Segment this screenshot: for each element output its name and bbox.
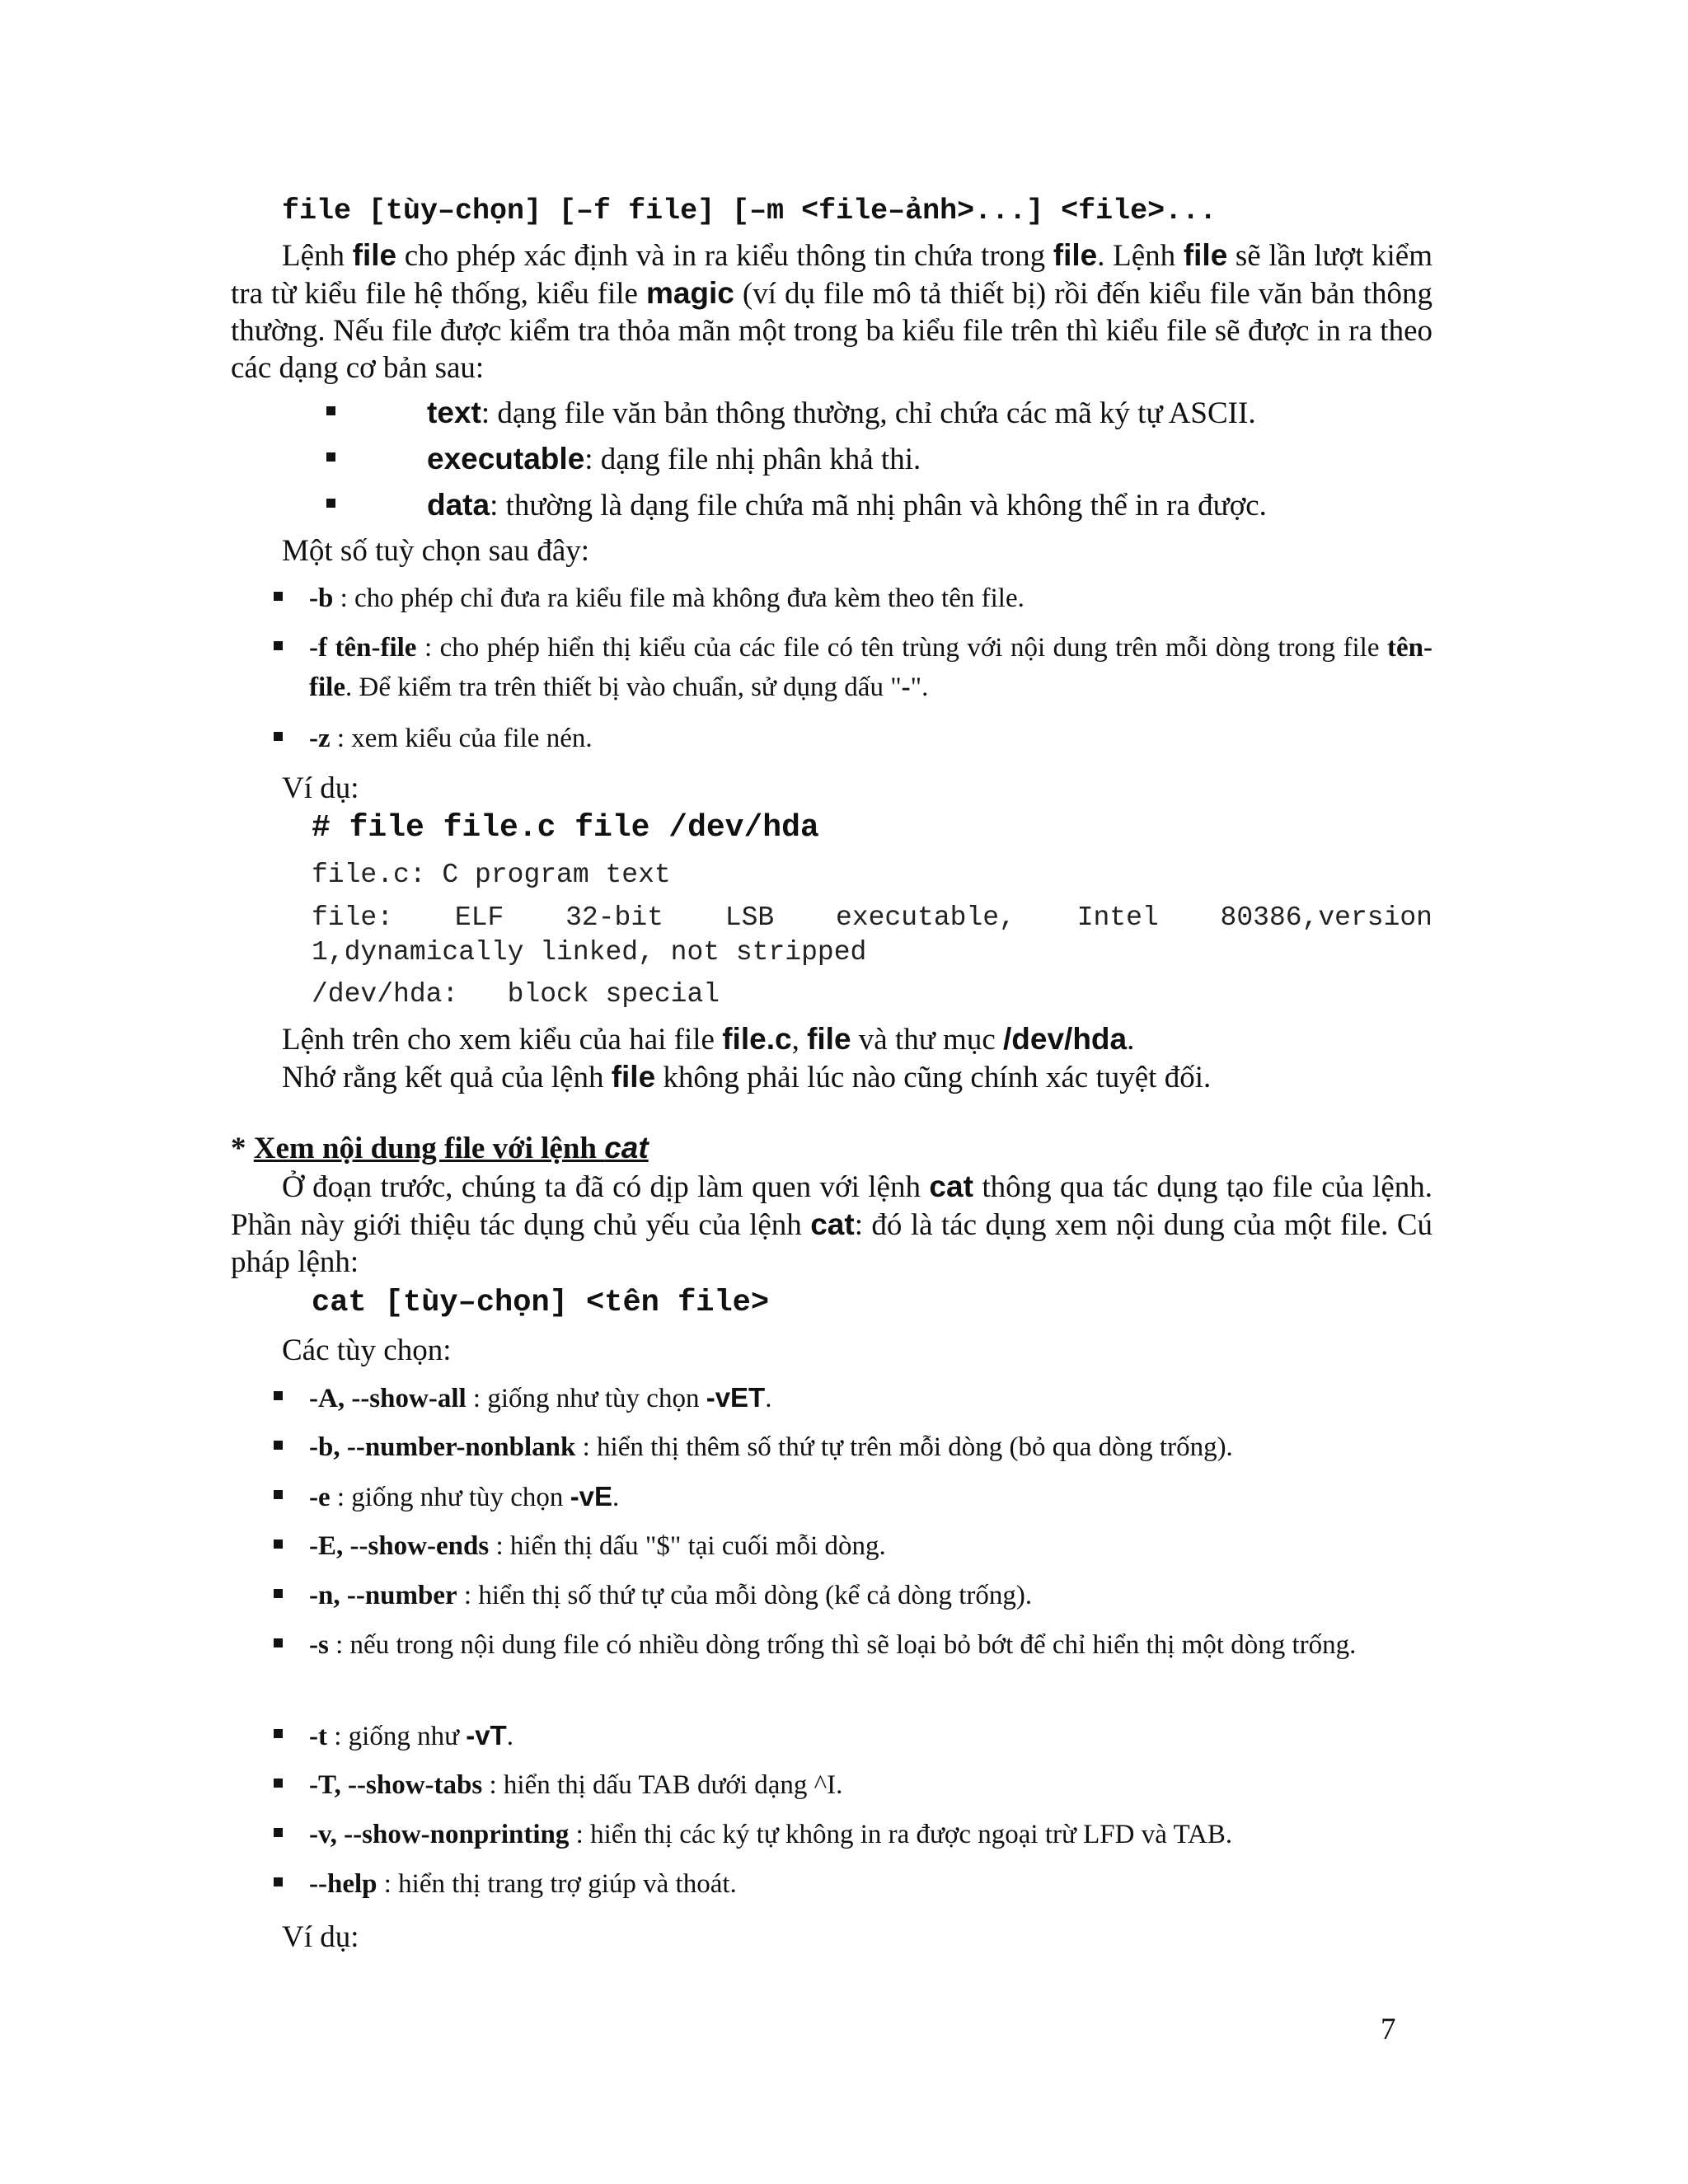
- example-output-3: /dev/hda: block special: [312, 979, 720, 1010]
- bullet-icon: [274, 592, 283, 601]
- type-item: data: thường là dạng file chứa mã nhị phân và không thể in ra được.: [427, 488, 1267, 523]
- option-f: -f tên-file : cho phép hiển thị kiểu của các file có tên trùng với nội dung trên mỗi dòng trong file tên-file. Để kiểm tra trên thiết bị vào chuẩn, sử dụng dấu "-".: [309, 633, 1432, 702]
- example-label: Ví dụ:: [282, 771, 359, 805]
- cmd-file: file: [352, 238, 397, 272]
- cat-option: -E, --show-ends : hiển thị dấu "$" tại cuối mỗi dòng.: [309, 1531, 886, 1561]
- bullet-icon: [326, 452, 335, 462]
- bullet-icon: [274, 1729, 283, 1738]
- example-explain-2: Nhớ rằng kết quả của lệnh file không phải lúc nào cũng chính xác tuyệt đối.: [282, 1060, 1212, 1094]
- cat-section-heading: * Xem nội dung file với lệnh cat: [231, 1131, 649, 1165]
- bullet-icon: [274, 732, 283, 741]
- bullet-icon: [326, 499, 335, 508]
- cat-option: --help : hiển thị trang trợ giúp và thoát.: [309, 1869, 737, 1899]
- bullet-icon: [274, 1828, 283, 1837]
- bullet-icon: [274, 1540, 283, 1549]
- magic-keyword: magic: [645, 276, 734, 310]
- example-output-2: file: ELF 32-bit LSB executable, Intel 80386,version 1,dynamically linked, not stripped: [312, 902, 1432, 968]
- option-z: -z : xem kiểu của file nén.: [309, 724, 593, 753]
- bullet-icon: [274, 641, 283, 650]
- type-item: executable: dạng file nhị phân khả thi.: [427, 442, 921, 476]
- bullet-icon: [274, 1441, 283, 1450]
- options-intro: Một số tuỳ chọn sau đây:: [282, 534, 590, 568]
- page-number: 7: [1381, 2013, 1396, 2046]
- option-b: -b : cho phép chỉ đưa ra kiểu file mà không đưa kèm theo tên file.: [309, 583, 1025, 613]
- bullet-icon: [274, 1589, 283, 1598]
- type-item: text: dạng file văn bản thông thường, chỉ chứa các mã ký tự ASCII.: [427, 396, 1256, 430]
- cat-option: -T, --show-tabs : hiển thị dấu TAB dưới dạng ^I.: [309, 1770, 843, 1800]
- cat-options-label: Các tùy chọn:: [282, 1333, 452, 1367]
- file-intro-paragraph: Lệnh file cho phép xác định và in ra kiểu thông tin chứa trong file. Lệnh file sẽ lần lượt kiểm tra từ kiểu file hệ thống, kiểu file magic (ví dụ file mô tả thiết bị) rồi đến kiểu file văn bản thông thường. Nếu file được kiểm tra thỏa mãn một trong ba kiểu file trên thì kiểu file sẽ được in ra theo các dạng cơ bản sau:: [231, 238, 1433, 385]
- cat-option: -b, --number-nonblank : hiển thị thêm số thứ tự trên mỗi dòng (bỏ qua dòng trống).: [309, 1432, 1233, 1462]
- file-syntax-line: file [tùy–chọn] [–f file] [–m <file–ảnh>...] <file>...: [282, 194, 1217, 227]
- cat-option: -n, --number : hiển thị số thứ tự của mỗi dòng (kể cả dòng trống).: [309, 1581, 1033, 1610]
- bullet-icon: [274, 1638, 283, 1647]
- example-output-1: file.c: C program text: [312, 860, 671, 890]
- cat-option: -t : giống như -vT.: [309, 1720, 513, 1751]
- cat-option: -A, --show-all : giống như tùy chọn -vET.: [309, 1382, 772, 1413]
- cat-option: -v, --show-nonprinting : hiển thị các ký tự không in ra được ngoại trừ LFD và TAB.: [309, 1820, 1233, 1849]
- cat-example-label: Ví dụ:: [282, 1920, 359, 1954]
- bullet-icon: [274, 1877, 283, 1886]
- cat-syntax: cat [tùy–chọn] <tên file>: [312, 1286, 770, 1320]
- example-command: # file file.c file /dev/hda: [312, 810, 819, 846]
- bullet-icon: [274, 1391, 283, 1400]
- bullet-icon: [274, 1779, 283, 1788]
- cat-intro-paragraph: Ở đoạn trước, chúng ta đã có dịp làm quen với lệnh cat thông qua tác dụng tạo file của lệnh. Phần này giới thiệu tác dụng chủ yếu của lệnh cat: đó là tác dụng xem nội dung của một file. Cú pháp lệnh:: [231, 1169, 1433, 1279]
- bullet-icon: [274, 1490, 283, 1499]
- example-explain-1: Lệnh trên cho xem kiểu của hai file file.c, file và thư mục /dev/hda.: [282, 1022, 1135, 1057]
- bullet-icon: [326, 406, 335, 415]
- cat-option: -e : giống như tùy chọn -vE.: [309, 1481, 620, 1512]
- cat-option: -s : nếu trong nội dung file có nhiều dòng trống thì sẽ loại bỏ bớt để chỉ hiển thị một dòng trống.: [309, 1630, 1357, 1660]
